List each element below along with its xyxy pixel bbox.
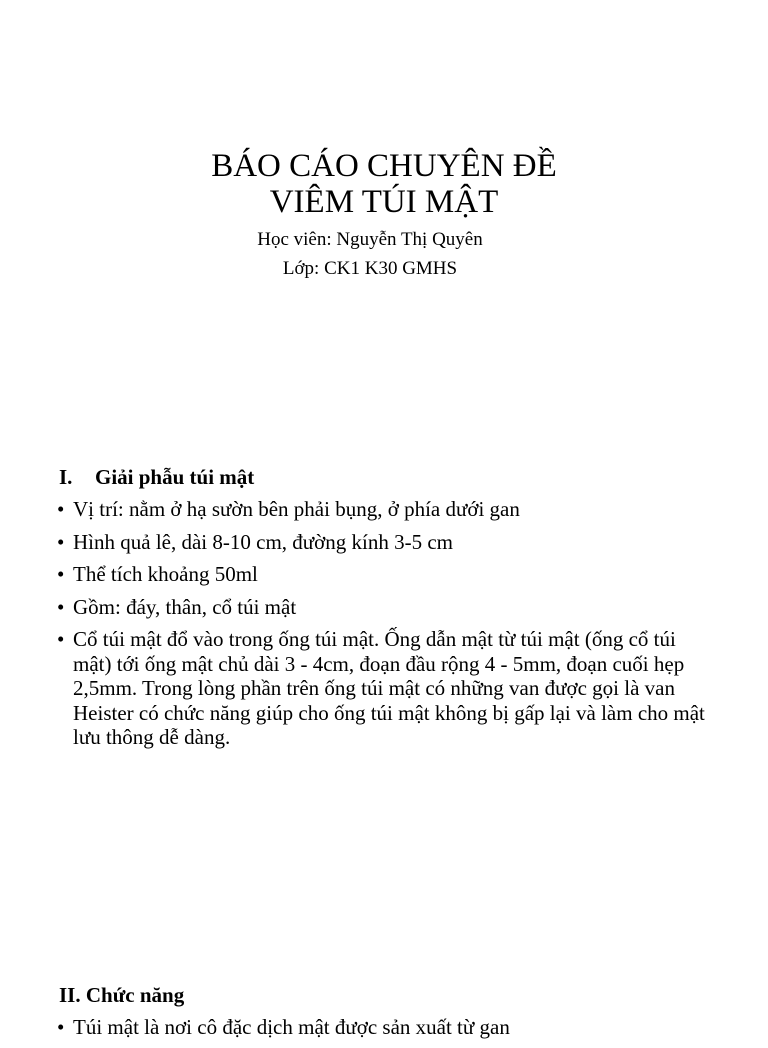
bullet-icon: •	[57, 562, 65, 586]
list-item	[57, 562, 717, 587]
section-1-title: Giải phẫu túi mật	[95, 465, 255, 489]
list-item-text: Gồm: đáy, thân, cổ túi mật	[73, 594, 297, 619]
list-item	[57, 627, 717, 750]
list-item-text: Thể tích khoảng 50ml	[73, 562, 258, 586]
list-item-text: Hình quả lê, dài 8-10 cm, đường kính 3-5 cm	[73, 529, 453, 554]
document-title-line-1: BÁO CÁO CHUYÊN ĐỀ	[211, 148, 557, 184]
section-1-list	[57, 497, 717, 758]
bullet-icon: •	[57, 594, 65, 619]
section-2-heading	[59, 982, 184, 1008]
section-2-title: Chức năng	[85, 983, 185, 1007]
list-item	[57, 595, 717, 620]
list-item	[57, 497, 717, 522]
bullet-icon: •	[57, 627, 65, 651]
list-item	[57, 530, 717, 555]
section-2-number: II.	[59, 983, 81, 1007]
section-1-heading	[59, 464, 254, 490]
list-item-text: Túi mật là nơi cô đặc dịch mật được sản xuất từ gan	[73, 1015, 510, 1039]
document-title-line-2: VIÊM TÚI MẬT	[269, 184, 499, 220]
bullet-icon: •	[57, 1015, 65, 1039]
section-2-list	[57, 1015, 717, 1048]
list-item-text: Cổ túi mật đổ vào trong ống túi mật. Ống dẫn mật từ túi mật (ống cổ túi mật) tới ống mật chủ dài 3 - 4cm, đoạn đầu rộng 4 - 5mm, đoạn cuối hẹp 2,5mm. Trong lòng phần trên ống túi mật có những van được gọi là van Heister có chức năng giúp cho ống túi mật không bị gấp lại và làm cho mật lưu thông dễ dàng.	[73, 627, 705, 749]
list-item	[57, 1015, 717, 1040]
section-1-number: I.	[59, 465, 73, 489]
bullet-icon: •	[57, 529, 65, 554]
bullet-icon: •	[57, 497, 65, 521]
list-item-text: Vị trí: nằm ở hạ sườn bên phải bụng, ở phía dưới gan	[73, 497, 520, 521]
student-name: Học viên: Nguyễn Thị Quyên	[257, 229, 483, 250]
class-name: Lớp: CK1 K30 GMHS	[282, 258, 458, 279]
